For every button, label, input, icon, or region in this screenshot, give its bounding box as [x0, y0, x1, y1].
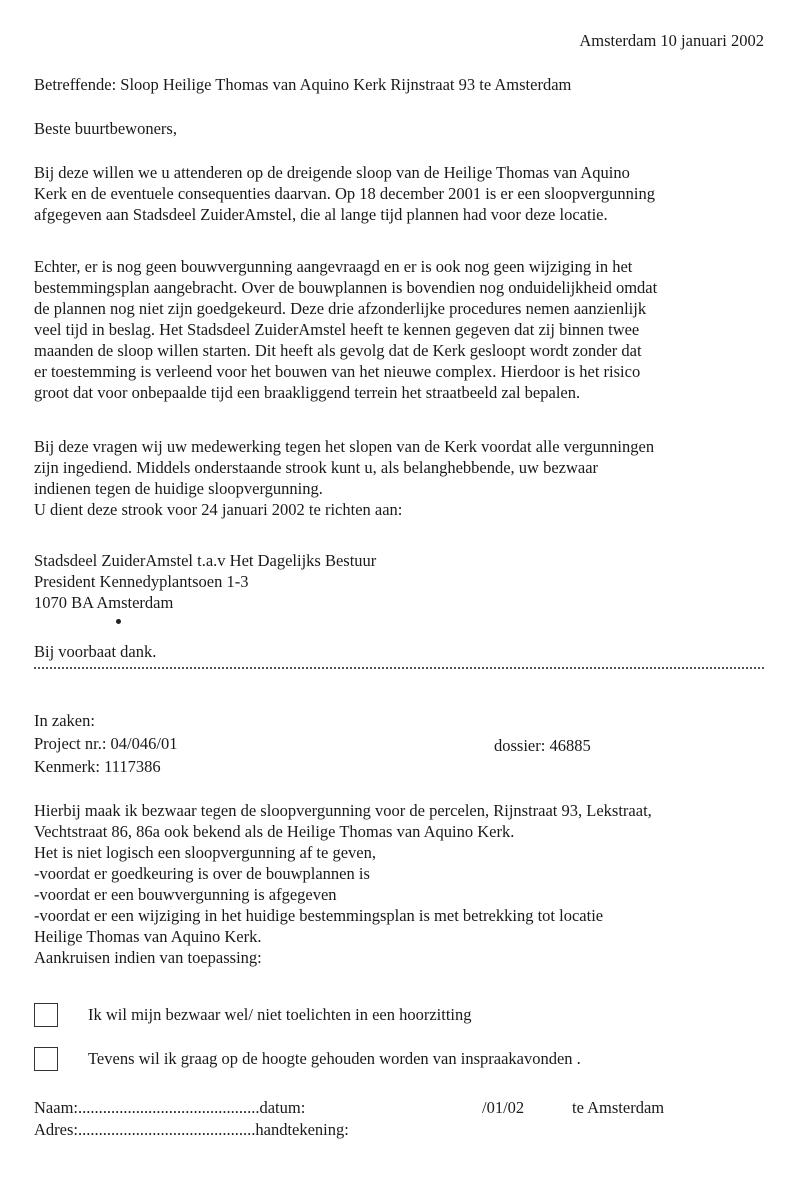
text-line: afgegeven aan Stadsdeel ZuiderAmstel, die al lange tijd plannen had voor deze locatie.: [34, 205, 608, 224]
letter-subject: Betreffende: Sloop Heilige Thomas van Aquino Kerk Rijnstraat 93 te Amsterdam: [34, 75, 572, 94]
text-line: veel tijd in beslag. Het Stadsdeel ZuiderAmstel heeft te kennen gegeven dat zij binnen twee: [34, 320, 640, 339]
text-line: -voordat er een bouwvergunning is afgegeven: [34, 885, 337, 904]
paragraph-request: [34, 436, 774, 520]
datum-value: /01/02: [482, 1098, 525, 1117]
dossier-number: dossier: 46885: [494, 736, 591, 755]
address-line: President Kennedyplantsoen 1-3: [34, 572, 249, 591]
text-line: Echter, er is nog geen bouwvergunning aangevraagd en er is ook nog geen wijziging in het: [34, 257, 633, 276]
text-line: bestemmingsplan aangebracht. Over de bouwplannen is bovendien nog onduidelijkheid omdat: [34, 278, 658, 297]
salutation: Beste buurtbewoners,: [34, 119, 177, 138]
updates-checkbox[interactable]: [34, 1047, 58, 1071]
text-line: indienen tegen de huidige sloopvergunning.: [34, 479, 323, 498]
hearing-checkbox[interactable]: [34, 1003, 58, 1027]
address-line: Stadsdeel ZuiderAmstel t.a.v Het Dagelijks Bestuur: [34, 551, 377, 570]
text-line: Bij deze willen we u attenderen op de dreigende sloop van de Heilige Thomas van Aquino: [34, 163, 630, 182]
text-line: de plannen nog niet zijn goedgekeurd. Deze drie afzonderlijke procedures nemen aanzienlijk: [34, 299, 647, 318]
text-line: -voordat er goedkeuring is over de bouwplannen is: [34, 864, 370, 883]
paragraph-intro: [34, 162, 774, 225]
updates-checkbox-label: Tevens wil ik graag op de hoogte gehouden worden van inspraakavonden .: [88, 1049, 581, 1068]
text-line: zijn ingediend. Middels onderstaande strook kunt u, als belanghebbende, uw bezwaar: [34, 458, 599, 477]
text-line: groot dat voor onbepaalde tijd een braakliggend terrein het straatbeeld zal bepalen.: [34, 383, 581, 402]
text-line: Het is niet logisch een sloopvergunning af te geven,: [34, 843, 376, 862]
in-zaken-label: In zaken:: [34, 711, 95, 730]
text-line: Hierbij maak ik bezwaar tegen de sloopvergunning voor de percelen, Rijnstraat 93, Lekstraat,: [34, 801, 652, 820]
objection-text: [34, 800, 774, 968]
recipient-address: [34, 550, 774, 613]
project-number: Project nr.: 04/046/01: [34, 734, 178, 753]
text-line: Heilige Thomas van Aquino Kerk.: [34, 927, 262, 946]
text-line: -voordat er een wijziging in het huidige bestemmingsplan is met betrekking tot locatie: [34, 906, 604, 925]
address-line: 1070 BA Amsterdam: [34, 593, 174, 612]
scan-speck: [116, 619, 121, 624]
adres-field[interactable]: Adres:...........................................handtekening:: [34, 1120, 349, 1139]
text-line: Vechtstraat 86, 86a ook bekend als de Heilige Thomas van Aquino Kerk.: [34, 822, 515, 841]
tear-off-line: [34, 667, 764, 669]
letter-date: Amsterdam 10 januari 2002: [579, 31, 764, 50]
text-line: maanden de sloop willen starten. Dit heeft als gevolg dat de Kerk gesloopt wordt zonder dat: [34, 341, 642, 360]
text-line: U dient deze strook voor 24 januari 2002 te richten aan:: [34, 500, 403, 519]
kenmerk-number: Kenmerk: 1117386: [34, 757, 161, 776]
text-line: er toestemming is verleend voor het bouwen van het nieuwe complex. Hierdoor is het risico: [34, 362, 641, 381]
naam-field[interactable]: Naam:............................................datum:: [34, 1098, 306, 1117]
text-line: Kerk en de eventuele consequenties daarvan. Op 18 december 2001 is er een sloopvergunning: [34, 184, 655, 203]
closing-text: Bij voorbaat dank.: [34, 642, 157, 661]
text-line: Bij deze vragen wij uw medewerking tegen het slopen van de Kerk voordat alle vergunningen: [34, 437, 655, 456]
paragraph-details: [34, 256, 774, 403]
hearing-checkbox-label: Ik wil mijn bezwaar wel/ niet toelichten in een hoorzitting: [88, 1005, 472, 1024]
place-text: te Amsterdam: [572, 1098, 665, 1117]
text-line: Aankruisen indien van toepassing:: [34, 948, 262, 967]
